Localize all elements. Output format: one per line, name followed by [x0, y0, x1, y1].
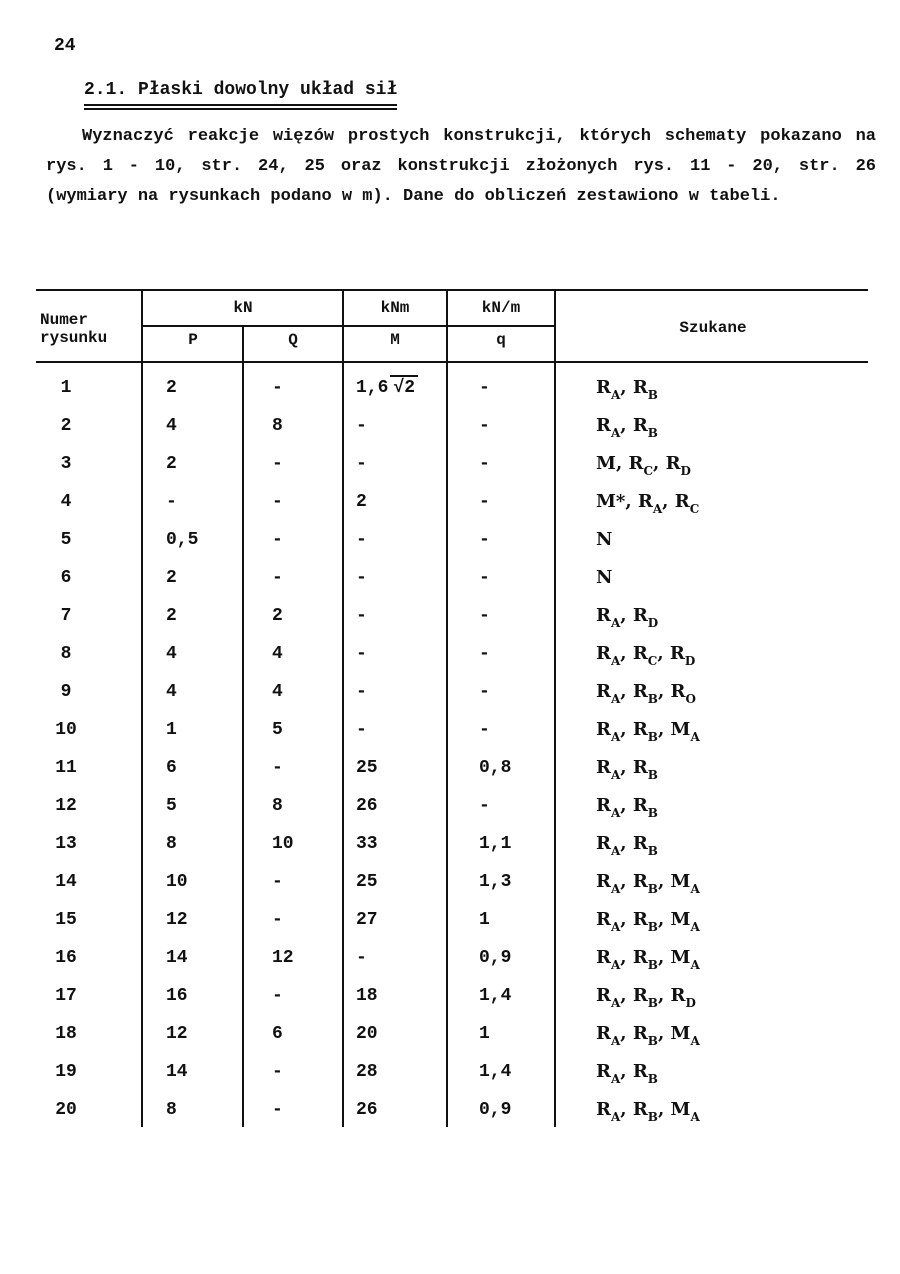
row-number: 14: [55, 872, 77, 892]
cell-szukane: $R_A$, $R_B$: [596, 795, 658, 820]
row-number: 6: [60, 568, 72, 588]
cell-P: 2: [166, 378, 177, 398]
unknown-symbol: $R_B$: [632, 757, 658, 782]
cell-szukane: $R_A$, $R_B$: [596, 377, 658, 402]
cell-P: 1: [166, 720, 177, 740]
unknown-symbol: $R_A$: [596, 985, 621, 1010]
row-number: 11: [55, 758, 77, 778]
cell-szukane: $R_A$, $R_B$, $M_A$: [596, 947, 700, 972]
cell-P: 2: [166, 568, 177, 588]
cell-M: -: [356, 948, 367, 968]
cell-q: -: [479, 378, 490, 398]
unknown-symbol: $R_A$: [596, 415, 621, 440]
cell-M: 25: [356, 758, 378, 778]
cell-M: -: [356, 530, 367, 550]
cell-P: 10: [166, 872, 188, 892]
header-bottom-rule: [36, 361, 868, 363]
cell-szukane: $R_A$, $R_D$: [596, 605, 659, 630]
unknown-symbol: $R_B$: [632, 985, 658, 1010]
row-number: 4: [60, 492, 72, 512]
cell-P: 8: [166, 1100, 177, 1120]
cell-Q: 8: [272, 416, 283, 436]
col-rule-1: [141, 289, 143, 1127]
cell-q: 1,4: [479, 986, 512, 1006]
cell-szukane: $R_A$, $R_B$, $M_A$: [596, 909, 700, 934]
cell-q: 1,3: [479, 872, 512, 892]
row-number: 3: [60, 454, 72, 474]
cell-M: 28: [356, 1062, 378, 1082]
col-rule-3: [342, 289, 344, 1127]
unknown-symbol: $M_A$: [670, 871, 700, 896]
cell-q: -: [479, 492, 490, 512]
cell-szukane: $R_A$, $R_B$, $M_A$: [596, 1099, 700, 1124]
cell-Q: -: [272, 872, 283, 892]
cell-Q: 4: [272, 682, 283, 702]
unknown-symbol: $R_D$: [669, 643, 696, 668]
cell-M: 20: [356, 1024, 378, 1044]
cell-szukane: $R_A$, $R_B$: [596, 757, 658, 782]
cell-szukane: $R_A$, $R_B$: [596, 833, 658, 858]
cell-M: -: [356, 606, 367, 626]
unknown-symbol: $R_O$: [670, 681, 696, 706]
row-number: 13: [55, 834, 77, 854]
header-P: P: [188, 331, 198, 349]
unknown-symbol: $R_B$: [632, 415, 658, 440]
cell-szukane: $R_A$, $R_B$, $R_O$: [596, 681, 696, 706]
cell-Q: 8: [272, 796, 283, 816]
unknown-symbol: $R_A$: [596, 643, 621, 668]
cell-q: -: [479, 606, 490, 626]
unknown-symbol: $R_A$: [596, 719, 621, 744]
unknown-symbol: $R_A$: [637, 491, 663, 516]
cell-M: 33: [356, 834, 378, 854]
cell-szukane: [596, 525, 856, 555]
unknown-symbol: $R_A$: [596, 1099, 621, 1124]
unknown-symbol: $R_B$: [632, 377, 658, 402]
cell-M: -: [356, 416, 367, 436]
cell-Q: -: [272, 378, 283, 398]
cell-Q: -: [272, 1062, 283, 1082]
unknown-symbol: $R_B$: [632, 795, 658, 820]
cell-M: 2: [356, 492, 367, 512]
cell-P: 4: [166, 416, 177, 436]
unknown-symbol: $R_D$: [632, 605, 659, 630]
unknown-symbol: $R_D$: [665, 453, 691, 478]
cell-M: 25: [356, 872, 378, 892]
cell-szukane: M, $R_C$, $R_D$: [596, 453, 691, 478]
section-title: 2.1. Płaski dowolny układ sił: [84, 80, 397, 106]
cell-M: 26: [356, 1100, 378, 1120]
cell-q: 0,9: [479, 948, 512, 968]
row-number: 1: [60, 378, 72, 398]
col-rule-5: [554, 289, 556, 1127]
cell-P: 0,5: [166, 530, 199, 550]
unknown-symbol: $R_B$: [632, 833, 658, 858]
unknown-symbol: $R_B$: [632, 909, 658, 934]
cell-Q: -: [272, 910, 283, 930]
cell-Q: -: [272, 530, 283, 550]
cell-q: -: [479, 796, 490, 816]
cell-q: -: [479, 568, 490, 588]
row-number: 7: [60, 606, 72, 626]
cell-M: -: [356, 454, 367, 474]
cell-Q: 10: [272, 834, 294, 854]
row-number: 12: [55, 796, 77, 816]
cell-Q: 4: [272, 644, 283, 664]
table-top-rule: [36, 289, 868, 291]
cell-szukane: $R_A$, $R_B$, $M_A$: [596, 719, 700, 744]
cell-q: 0,9: [479, 1100, 512, 1120]
unknown-symbol: $R_A$: [596, 909, 621, 934]
data-table: [36, 289, 868, 1129]
header-kNm: kNm: [380, 299, 410, 317]
unknown-symbol: $R_B$: [632, 719, 658, 744]
unknown-symbol: $M_A$: [670, 947, 700, 972]
row-number: 16: [55, 948, 77, 968]
unknown-symbol: M*: [596, 491, 626, 512]
cell-q: -: [479, 682, 490, 702]
cell-Q: -: [272, 454, 283, 474]
cell-M: 18: [356, 986, 378, 1006]
intro-paragraph: Wyznaczyć reakcje więzów prostych konstrukcji, których schematy pokazano na rys. 1 - 10, str. 24, 25 oraz konstrukcji złożonych rys. 11 - 20, str. 26 (wymiary na rysunkach podano w m). Dane do obliczeń zestawiono w tabeli.: [46, 127, 876, 206]
unknown-symbol: $R_B$: [632, 871, 658, 896]
unknown-symbol: $R_A$: [596, 605, 621, 630]
col-rule-2: [242, 327, 244, 1127]
unknown-symbol: $M_A$: [670, 1099, 700, 1124]
cell-Q: -: [272, 758, 283, 778]
cell-szukane: $R_A$, $R_B$: [596, 415, 658, 440]
row-number: 5: [60, 530, 72, 550]
row-number: 15: [55, 910, 77, 930]
cell-P: 6: [166, 758, 177, 778]
header-numer: Numer rysunku: [40, 311, 108, 347]
unknown-symbol: $R_C$: [632, 643, 658, 668]
cell-P: 4: [166, 644, 177, 664]
unknown-symbol: $R_A$: [596, 377, 621, 402]
cell-Q: 2: [272, 606, 283, 626]
col-rule-4: [446, 289, 448, 1127]
cell-Q: 12: [272, 948, 294, 968]
cell-Q: 5: [272, 720, 283, 740]
cell-Q: -: [272, 986, 283, 1006]
header-M: M: [390, 331, 400, 349]
row-number: 18: [55, 1024, 77, 1044]
cell-q: -: [479, 454, 490, 474]
row-number: 17: [55, 986, 77, 1006]
unknown-symbol: $R_A$: [596, 757, 621, 782]
header-q: q: [496, 331, 506, 349]
cell-P: 4: [166, 682, 177, 702]
cell-P: 16: [166, 986, 188, 1006]
cell-P: 14: [166, 1062, 188, 1082]
cell-q: 1: [479, 1024, 490, 1044]
cell-P: 14: [166, 948, 188, 968]
row-number: 19: [55, 1062, 77, 1082]
row-number: 8: [60, 644, 72, 664]
unknown-symbol: $R_A$: [596, 1061, 621, 1086]
page-number: 24: [54, 36, 76, 56]
unknown-symbol: $M_A$: [670, 719, 700, 744]
unknown-symbol: N: [596, 567, 613, 588]
cell-M: 26: [356, 796, 378, 816]
cell-Q: -: [272, 568, 283, 588]
header-sub-rule: [142, 325, 556, 327]
unknown-symbol: $R_A$: [596, 1023, 621, 1048]
cell-M: -: [356, 720, 367, 740]
header-kN-m: kN/m: [481, 299, 521, 317]
cell-q: -: [479, 530, 490, 550]
cell-Q: 6: [272, 1024, 283, 1044]
unknown-symbol: $R_C$: [628, 453, 654, 478]
unknown-symbol: $R_D$: [670, 985, 696, 1010]
cell-q: 1: [479, 910, 490, 930]
unknown-symbol: $R_A$: [596, 833, 621, 858]
unknown-symbol: $R_A$: [596, 795, 621, 820]
row-number: 10: [55, 720, 77, 740]
unknown-symbol: N: [596, 529, 613, 550]
cell-szukane: [596, 563, 856, 593]
row-number: 20: [55, 1100, 77, 1120]
cell-q: -: [479, 720, 490, 740]
unknown-symbol: $R_C$: [674, 491, 700, 516]
unknown-symbol: $R_B$: [632, 1099, 658, 1124]
unknown-symbol: $R_A$: [596, 871, 621, 896]
cell-szukane: $R_A$, $R_C$, $R_D$: [596, 643, 696, 668]
cell-P: 2: [166, 454, 177, 474]
cell-q: -: [479, 644, 490, 664]
cell-M: -: [356, 682, 367, 702]
cell-szukane: $R_A$, $R_B$, $R_D$: [596, 985, 696, 1010]
header-szukane: Szukane: [679, 319, 747, 337]
cell-szukane: $R_A$, $R_B$, $M_A$: [596, 871, 700, 896]
cell-P: 8: [166, 834, 177, 854]
cell-M: 1,6 √2: [356, 373, 436, 403]
cell-szukane: $R_A$, $R_B$: [596, 1061, 658, 1086]
unknown-symbol: $R_A$: [596, 681, 621, 706]
cell-M: 27: [356, 910, 378, 930]
cell-q: 1,4: [479, 1062, 512, 1082]
unknown-symbol: $R_B$: [632, 1023, 658, 1048]
sqrt-value: √2: [390, 375, 418, 399]
row-number: 2: [60, 416, 72, 436]
header-Q: Q: [288, 331, 298, 349]
unknown-symbol: $R_B$: [632, 1061, 658, 1086]
cell-szukane: $R_A$, $R_B$, $M_A$: [596, 1023, 700, 1048]
header-kN: kN: [233, 299, 253, 317]
cell-q: -: [479, 416, 490, 436]
cell-P: 12: [166, 910, 188, 930]
cell-szukane: M*, $R_A$, $R_C$: [596, 491, 700, 516]
unknown-symbol: $R_B$: [632, 681, 658, 706]
cell-P: 5: [166, 796, 177, 816]
cell-P: 12: [166, 1024, 188, 1044]
cell-P: -: [166, 492, 177, 512]
cell-M: -: [356, 644, 367, 664]
row-number: 9: [60, 682, 72, 702]
unknown-symbol: $M_A$: [670, 909, 700, 934]
cell-M: -: [356, 568, 367, 588]
unknown-symbol: M: [596, 453, 616, 474]
unknown-symbol: $M_A$: [670, 1023, 700, 1048]
cell-q: 1,1: [479, 834, 512, 854]
unknown-symbol: $R_B$: [632, 947, 658, 972]
cell-q: 0,8: [479, 758, 512, 778]
cell-P: 2: [166, 606, 177, 626]
cell-Q: -: [272, 492, 283, 512]
cell-Q: -: [272, 1100, 283, 1120]
unknown-symbol: $R_A$: [596, 947, 621, 972]
